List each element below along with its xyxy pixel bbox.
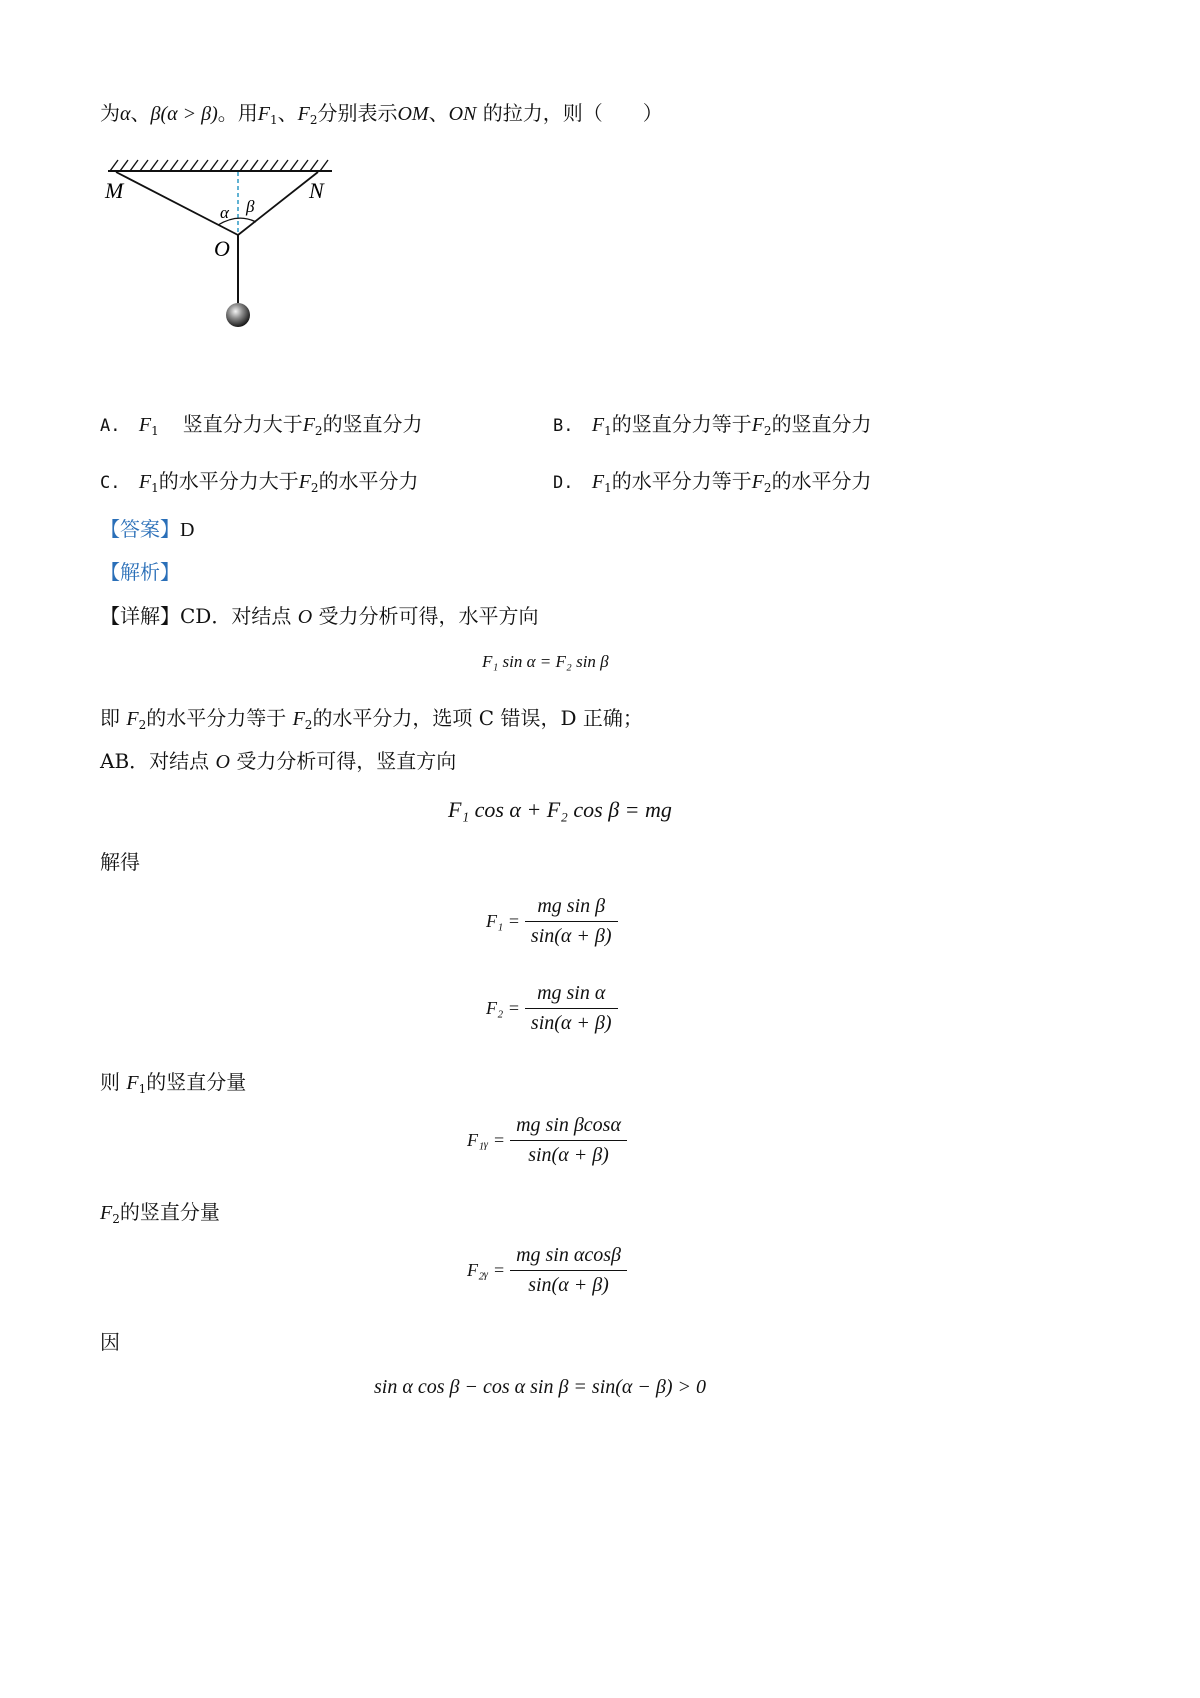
f2-symbol: F (292, 708, 305, 730)
detail-text: 则 (100, 1070, 120, 1094)
option-text: 的水平分力 (318, 469, 419, 493)
f2-symbol: F (302, 414, 315, 436)
equation-inequality: sin α cos β − cos α sin β = sin(α − β) > 0 (374, 1376, 707, 1398)
option-text: 的竖直分力等于 (611, 412, 752, 436)
numerator: mg sin α (525, 982, 618, 1009)
point-o: O (215, 751, 230, 773)
alpha-symbol: α (120, 103, 131, 125)
denominator: sin(α + β) (528, 1274, 609, 1296)
f2-subscript: 2 (314, 424, 323, 438)
option-letter: B. (553, 416, 574, 436)
om-label: OM (397, 103, 429, 125)
f2-symbol: F (751, 414, 764, 436)
then-line (100, 1069, 246, 1102)
detail-text: 的竖直分量 (119, 1200, 220, 1224)
option-letter: C. (100, 473, 121, 493)
beta-symbol: β (150, 103, 161, 125)
ball (226, 303, 250, 327)
detail-text: CD．对结点 (180, 604, 292, 628)
analysis-label: 【解析】 (100, 560, 180, 584)
answer-label: 【答案】 (100, 517, 180, 541)
option-b[interactable] (553, 408, 872, 438)
f1-subscript: 1 (138, 1082, 147, 1096)
f1-subscript: 1 (151, 424, 159, 438)
option-c[interactable] (100, 465, 419, 495)
option-text: 竖直分力大于 (182, 412, 303, 436)
option-letter: D. (553, 473, 574, 493)
f2-symbol: F (297, 103, 310, 125)
f1-symbol: F (138, 414, 152, 436)
option-text: 的竖直分力 (322, 412, 423, 436)
label-o: O (214, 236, 230, 261)
answer-line (100, 516, 194, 543)
equation-vertical: F₁ cos α + F₂ cos β = mg (448, 797, 672, 822)
detail-label: 【详解】 (100, 604, 180, 628)
f2-symbol: F (298, 471, 311, 493)
question-text: 的拉力，则（ ） (482, 101, 663, 125)
detail-text: 受力分析可得，水平方向 (318, 604, 539, 628)
f1-subscript: 1 (604, 424, 612, 438)
fraction (525, 895, 618, 948)
option-text: 的水平分力大于 (158, 469, 299, 493)
f1-symbol: F (138, 471, 152, 493)
detail-text: AB．对结点 (100, 749, 210, 773)
numerator: mg sin αcosβ (510, 1244, 627, 1271)
f1-symbol: F (257, 103, 270, 125)
detail-cd-line (100, 603, 539, 630)
f2-subscript: 2 (309, 113, 318, 127)
point-o: O (297, 606, 313, 628)
numerator: mg sin β (525, 895, 618, 922)
solve-label: 解得 (100, 850, 140, 874)
label-n: N (309, 178, 324, 203)
option-text: 的竖直分力 (771, 412, 872, 436)
f1-subscript: 1 (269, 113, 278, 127)
detail-ab-line (100, 748, 456, 775)
f2-subscript: 2 (138, 718, 147, 732)
fraction (510, 1244, 627, 1297)
equation-f1y (467, 1114, 627, 1167)
ceiling (108, 160, 332, 171)
on-label: ON (448, 103, 477, 125)
f2-symbol: F (126, 708, 139, 730)
question-text: 。用 (217, 101, 258, 125)
label-m: M (105, 178, 124, 203)
option-letter: A. (100, 416, 121, 436)
question-text: 为 (100, 101, 120, 125)
fraction (510, 1114, 627, 1167)
f2-subscript: 2 (112, 1212, 120, 1226)
f2-subscript: 2 (763, 481, 772, 495)
detail-text: 受力分析可得，竖直方向 (236, 749, 457, 773)
equation-lhs: F₁ᵧ = (467, 1130, 506, 1150)
equation-lhs: F₂ = (486, 998, 520, 1018)
equation-f2 (486, 982, 618, 1035)
f2-subscript: 2 (310, 481, 319, 495)
detail-line2 (100, 705, 643, 738)
denominator: sin(α + β) (530, 1012, 612, 1034)
equation-lhs: F₁ = (486, 911, 520, 931)
question-line (100, 100, 663, 133)
label-beta: β (246, 197, 255, 216)
f2-subscript: 2 (763, 424, 772, 438)
detail-text: 的水平分力等于 (146, 706, 287, 730)
separator: 、 (277, 101, 298, 125)
numerator: mg sin βcosα (510, 1114, 627, 1141)
equation-f2y (467, 1244, 627, 1297)
separator: 、 (130, 101, 151, 125)
f2-subscript: 2 (304, 718, 313, 732)
detail-text: 的水平分力，选项 C 错误，D 正确； (312, 706, 643, 730)
f2-vertical-line (100, 1199, 220, 1232)
question-text: 分别表示 (317, 101, 398, 125)
denominator: sin(α + β) (528, 1144, 609, 1166)
equation-f1 (486, 895, 618, 948)
option-text: 的水平分力等于 (611, 469, 752, 493)
because-label: 因 (100, 1330, 120, 1354)
f1-symbol: F (591, 414, 605, 436)
option-d[interactable] (553, 465, 872, 495)
f1-subscript: 1 (151, 481, 159, 495)
f1-subscript: 1 (604, 481, 612, 495)
f2-symbol: F (751, 471, 764, 493)
option-a[interactable] (100, 408, 423, 438)
denominator: sin(α + β) (530, 925, 612, 947)
equation-horizontal: F₁ sin α = F₂ sin β (482, 652, 609, 671)
label-alpha: α (220, 203, 229, 222)
fraction (525, 982, 618, 1035)
f2-symbol: F (100, 1202, 113, 1224)
answer-value: D (180, 519, 195, 541)
f1-symbol: F (126, 1072, 139, 1094)
equation-lhs: F₂ᵧ = (467, 1260, 506, 1280)
separator: 、 (428, 101, 449, 125)
option-text: 的水平分力 (771, 469, 872, 493)
f1-symbol: F (591, 471, 605, 493)
detail-text: 的竖直分量 (146, 1070, 247, 1094)
condition: (α > β) (160, 103, 218, 125)
detail-text: 即 (100, 706, 120, 730)
pendulum-figure (100, 155, 350, 355)
